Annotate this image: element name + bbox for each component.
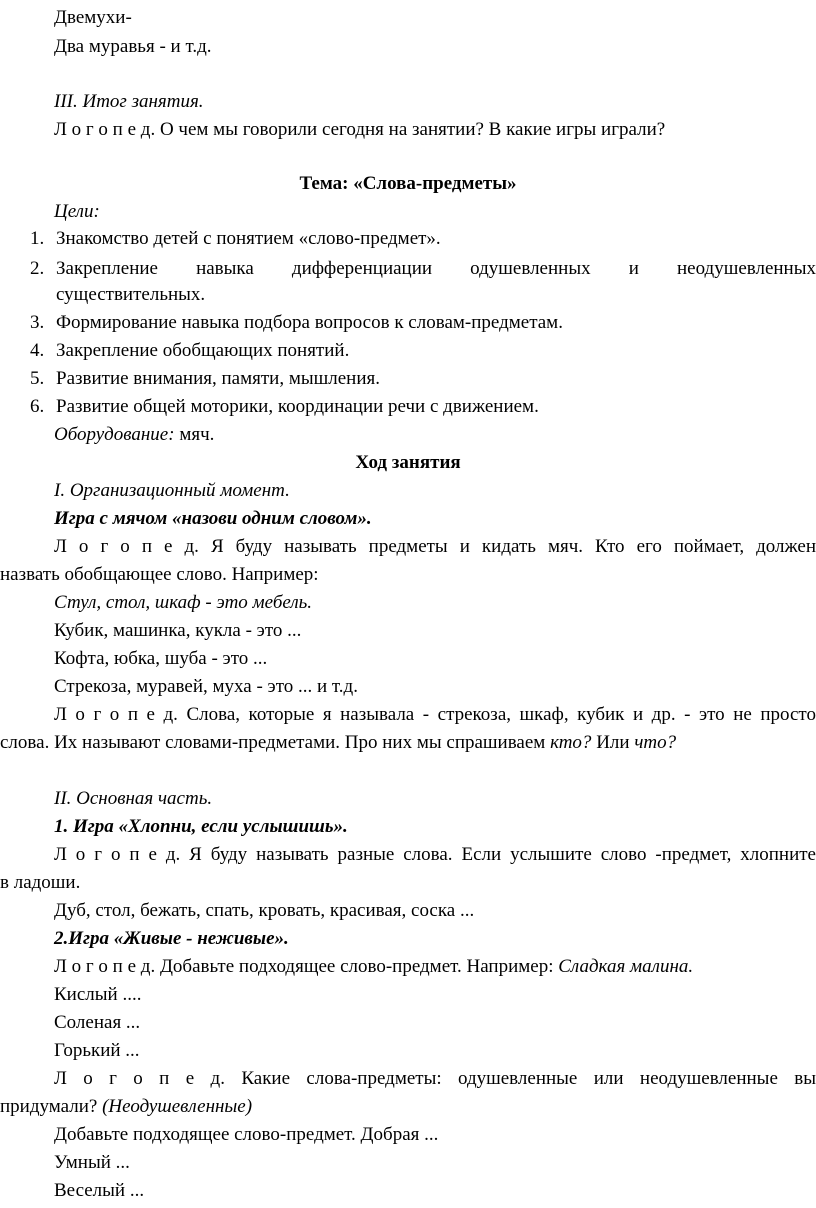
- goals-label: Цели:: [54, 201, 100, 222]
- example-line: Стрекоза, муравей, муха - это ... и т.д.: [54, 676, 358, 697]
- course-heading: Ход занятия: [355, 452, 461, 473]
- paragraph-line: в ладоши.: [0, 872, 81, 893]
- speaker-label: Л о г о п е д.: [54, 1068, 225, 1089]
- game-title: Игра с мячом «назови одним словом».: [54, 508, 372, 529]
- example-line: Умный ...: [54, 1152, 130, 1173]
- goal-item: 2. Закрепление навыка дифференциации одушевленных и неодушевленных: [30, 258, 816, 279]
- paragraph-line: Л о г о п е д. Я буду называть предметы и кидать мяч. Кто его поймает, должен: [54, 536, 816, 557]
- speaker-label: Л о г о п е д.: [54, 704, 178, 725]
- example-line: Кислый ....: [54, 984, 142, 1005]
- goal-item: 1. Знакомство детей с понятием «слово-предмет».: [30, 228, 441, 249]
- paragraph-line: Добавьте подходящее слово-предмет. Добрая ...: [54, 1124, 439, 1145]
- goal-item-continuation: существительных.: [56, 284, 206, 305]
- goal-item: 4. Закрепление обобщающих понятий.: [30, 340, 350, 361]
- example-line: Стул, стол, шкаф - это мебель.: [54, 592, 313, 613]
- equipment-line: Оборудование: мяч.: [54, 424, 215, 445]
- section-heading: I. Организационный момент.: [54, 480, 290, 501]
- speaker-label: Л о г о п е д.: [54, 844, 181, 865]
- paragraph-line: Л о г о п е д. Добавьте подходящее слово-предмет. Например: Сладкая малина.: [54, 956, 694, 977]
- goal-item: 5. Развитие внимания, памяти, мышления.: [30, 368, 381, 389]
- example-line: Соленая ...: [54, 1012, 141, 1033]
- paragraph-line: назвать обобщающее слово. Например:: [0, 564, 319, 585]
- goal-item: 3. Формирование навыка подбора вопросов к словам-предметам.: [30, 312, 563, 333]
- speaker-label: Л о г о п е д.: [54, 536, 199, 557]
- game-title: 1. Игра «Хлопни, если услышишь».: [54, 816, 348, 837]
- text-line: Двемухи-: [54, 7, 132, 28]
- paragraph-line: слова. Их называют словами-предметами. Про них мы спрашиваем кто? Или что?: [0, 732, 677, 753]
- goal-item: 6. Развитие общей моторики, координации речи с движением.: [30, 396, 539, 417]
- game-title: 2.Игра «Живые - неживые».: [54, 928, 289, 949]
- example-line: Дуб, стол, бежать, спать, кровать, красивая, соска ...: [54, 900, 475, 921]
- example-line: Кубик, машинка, кукла - это ...: [54, 620, 302, 641]
- speaker-label: Л о г о п е д.: [54, 119, 156, 140]
- section-heading: II. Основная часть.: [54, 788, 213, 809]
- paragraph-line: Л о г о п е д. Я буду называть разные слова. Если услышите слово -предмет, хлопните: [54, 844, 816, 865]
- example-line: Кофта, юбка, шуба - это ...: [54, 648, 268, 669]
- example-line: Веселый ...: [54, 1180, 145, 1201]
- section-heading: III. Итог занятия.: [54, 91, 204, 112]
- paragraph-line: Л о г о п е д. О чем мы говорили сегодня на занятии? В какие игры играли?: [54, 119, 666, 140]
- paragraph-line: Л о г о п е д. Какие слова-предметы: одушевленные или неодушевленные вы: [54, 1068, 816, 1089]
- text-line: Два муравья - и т.д.: [54, 36, 212, 57]
- paragraph-line: придумали? (Неодушевленные): [0, 1096, 253, 1117]
- paragraph-line: Л о г о п е д. Слова, которые я называла - стрекоза, шкаф, кубик и др. - это не просто: [54, 704, 816, 725]
- topic-title: Тема: «Слова-предметы»: [299, 173, 517, 194]
- speaker-label: Л о г о п е д.: [54, 956, 156, 977]
- example-line: Горький ...: [54, 1040, 140, 1061]
